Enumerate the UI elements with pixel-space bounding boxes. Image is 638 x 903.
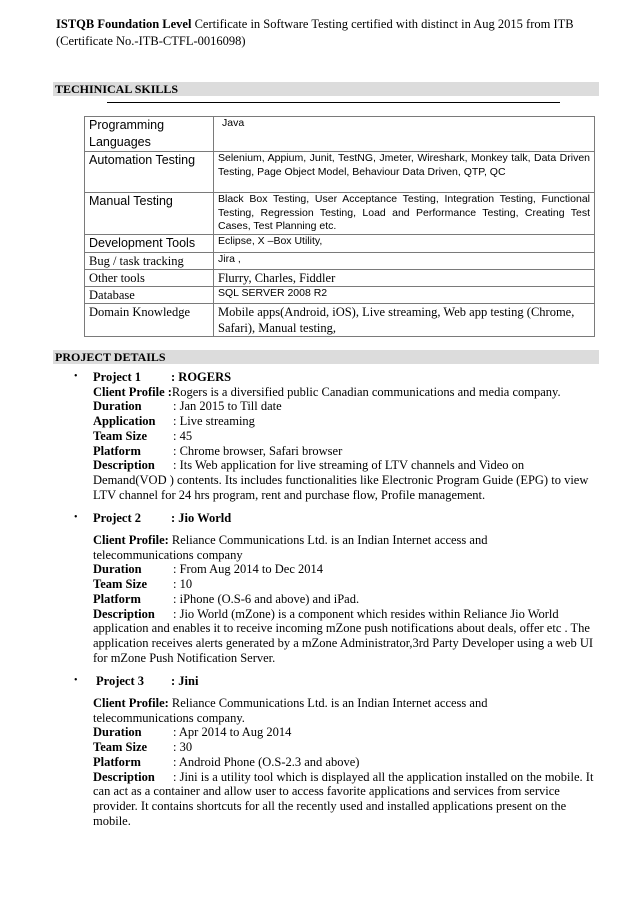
- team-size-value: : 30: [173, 740, 193, 755]
- table-row: [85, 253, 595, 270]
- client-profile-text: Rogers is a diversified public Canadian communications and media company.: [171, 384, 561, 399]
- team-size-value: : 10: [173, 577, 193, 592]
- bullet-icon: •: [74, 371, 78, 382]
- skills-table: [84, 116, 595, 337]
- section-divider: [107, 102, 560, 103]
- technical-skills-heading: TECHINICAL SKILLS: [55, 82, 179, 96]
- skill-values: Mobile apps(Android, iOS), Live streaming, Web app testing (Chrome, Safari), Manual testing,: [214, 304, 595, 337]
- platform-value: : iPhone (O.S-6 and above) and iPad.: [173, 591, 360, 606]
- technical-skills-header: [53, 82, 599, 96]
- skill-category: Development Tools: [85, 235, 214, 253]
- skill-category: Programming Languages: [85, 117, 214, 152]
- duration-value: : Apr 2014 to Aug 2014: [173, 725, 292, 740]
- skill-values: Black Box Testing, User Acceptance Testing, Integration Testing, Functional Testing, Regression Testing, Load and Performance Testing, Creating Test Cases, Test Planning etc.: [214, 193, 595, 235]
- description-label: Description: [93, 769, 155, 784]
- skill-category: Manual Testing: [85, 193, 214, 235]
- team-size-value: : 45: [173, 428, 193, 443]
- project-number: Project 1: [93, 370, 142, 384]
- description-text: : Jini is a utility tool which is displayed all the application installed on the mobile. It can act as a container and allow user to access favorite applications and services from service provider. It contains shortcuts for all the recently used and installed applications present on the mobile.: [93, 769, 594, 828]
- projects-list: [56, 370, 596, 828]
- description-text: : Its Web application for live streaming of LTV channels and Video on Demand(VOD ) contents. Its includes functionalities like Electronic Program Guide (EPG) to view LTV channel for 24 hrs program, rent and purchase flow, Profile management.: [93, 458, 589, 502]
- skill-category: Automation Testing: [85, 152, 214, 193]
- client-profile-text: Reliance Communications Ltd. is an Indian Internet access and telecommunications company: [93, 533, 488, 562]
- table-row: [85, 270, 595, 287]
- team-size-label: Team Size: [93, 577, 148, 592]
- table-row: [85, 287, 595, 304]
- project-entry: [56, 370, 596, 502]
- duration-label: Duration: [93, 562, 142, 577]
- skill-values: Selenium, Appium, Junit, TestNG, Jmeter, Wireshark, Monkey talk, Data Driven Testing, Page Object Model, Behaviour Data Driven, QTP, QC: [214, 152, 595, 193]
- team-size-label: Team Size: [93, 428, 148, 443]
- project-entry: [56, 674, 596, 828]
- client-profile-label: Client Profile:: [93, 696, 169, 711]
- skill-values: Flurry, Charles, Fiddler: [214, 270, 595, 287]
- platform-label: Platform: [93, 443, 141, 458]
- skill-values: Java: [214, 117, 595, 152]
- project-name: : ROGERS: [171, 370, 232, 384]
- skill-category: Database: [85, 287, 214, 304]
- bullet-icon: •: [74, 512, 78, 524]
- project-name: : Jini: [171, 674, 199, 689]
- skill-values: Eclipse, X –Box Utility,: [214, 235, 595, 253]
- project-number: Project 3: [96, 674, 145, 689]
- client-profile-label: Client Profile:: [93, 533, 169, 548]
- skill-category: Other tools: [85, 270, 214, 287]
- certificate-number: (Certificate No.-ITB-CTFL-0016098): [56, 34, 246, 48]
- platform-value: : Chrome browser, Safari browser: [173, 443, 343, 458]
- description-label: Description: [93, 458, 155, 473]
- application-value: : Live streaming: [173, 414, 255, 429]
- bullet-icon: •: [74, 675, 78, 687]
- platform-value: : Android Phone (O.S-2.3 and above): [173, 754, 360, 769]
- client-profile-label: Client Profile :: [93, 384, 172, 399]
- description-label: Description: [93, 606, 155, 621]
- project-number: Project 2: [93, 511, 142, 526]
- application-label: Application: [93, 414, 156, 429]
- certification-text: Certificate in Software Testing certified with distinct in Aug 2015 from ITB: [191, 17, 574, 31]
- duration-label: Duration: [93, 725, 142, 740]
- duration-value: : From Aug 2014 to Dec 2014: [173, 562, 323, 577]
- description-text: : Jio World (mZone) is a component which resides within Reliance Jio World application and enables it to receive incoming mZone push notifications about deals, offer etc . The application receives alerts generated by a mZone Administrator,3rd Party Developer using a web UI for mZone Push Notification Server.: [93, 606, 594, 665]
- table-row: [85, 152, 595, 193]
- table-row: [85, 235, 595, 253]
- platform-label: Platform: [93, 591, 141, 606]
- project-name: : Jio World: [171, 511, 232, 526]
- table-row: [85, 193, 595, 235]
- project-entry: [56, 511, 596, 665]
- skill-values: SQL SERVER 2008 R2: [214, 287, 595, 304]
- certification-intro: [56, 16, 616, 50]
- duration-label: Duration: [93, 399, 142, 414]
- team-size-label: Team Size: [93, 740, 148, 755]
- client-profile-text: Reliance Communications Ltd. is an Indian Internet access and telecommunications company.: [93, 696, 488, 725]
- skill-category: Domain Knowledge: [85, 304, 214, 337]
- project-details-header: [53, 350, 599, 364]
- table-row: [85, 117, 595, 152]
- project-details-heading: PROJECT DETAILS: [55, 350, 166, 364]
- table-row: [85, 304, 595, 337]
- certification-name: ISTQB Foundation Level: [56, 17, 192, 31]
- platform-label: Platform: [93, 754, 141, 769]
- skill-values: Jira ,: [214, 253, 595, 270]
- skill-category: Bug / task tracking: [85, 253, 214, 270]
- duration-value: : Jan 2015 to Till date: [173, 399, 282, 414]
